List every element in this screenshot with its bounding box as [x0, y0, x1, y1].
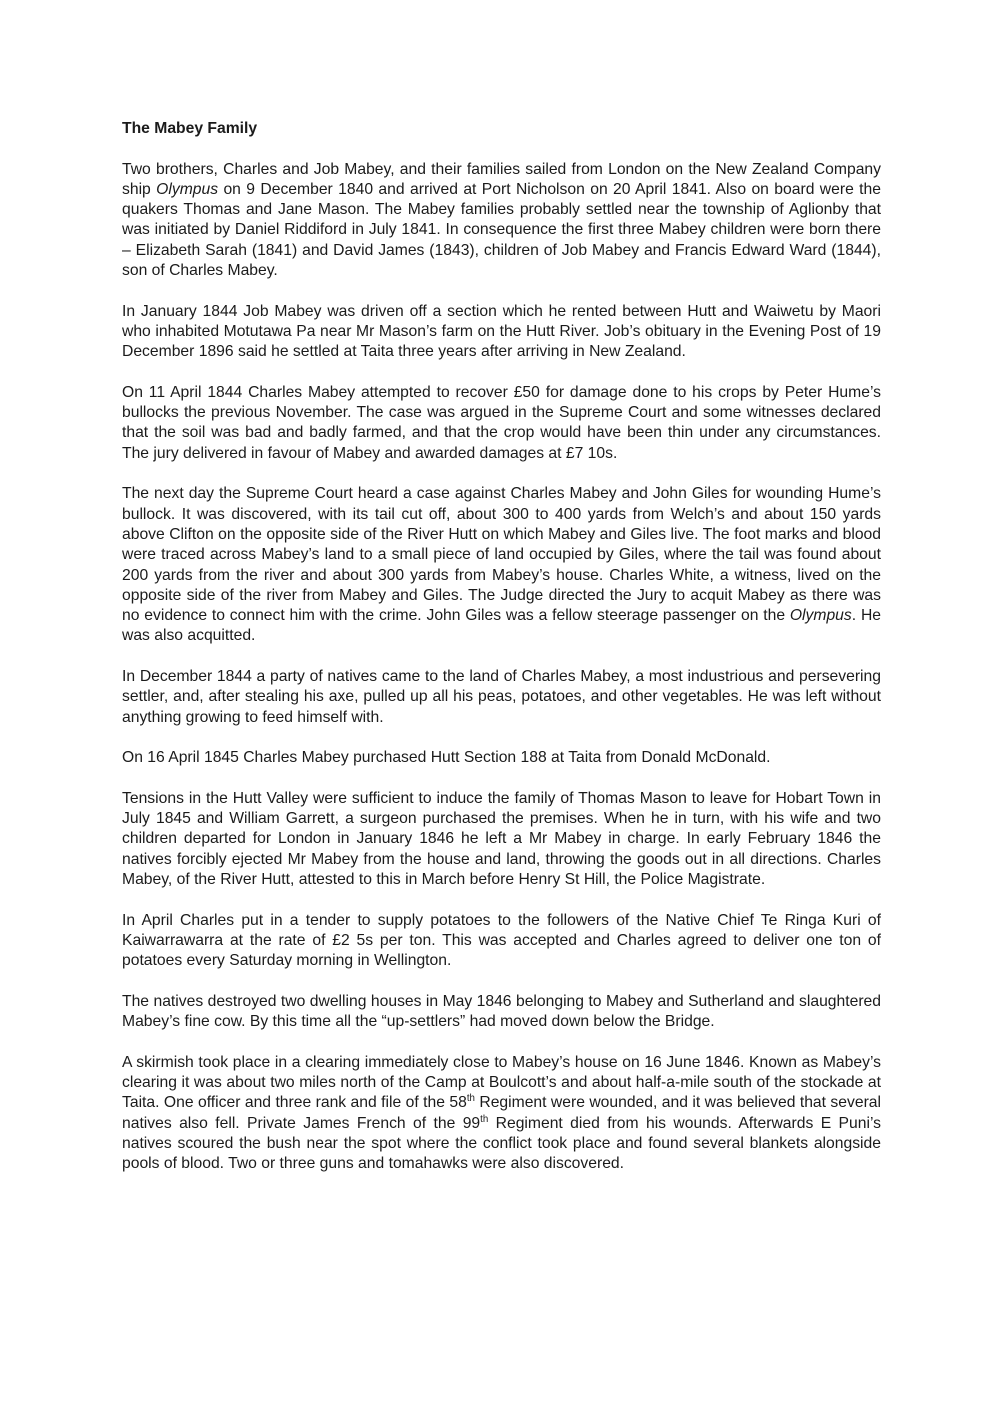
text-run: In April Charles put in a tender to supply potatoes to the followers of the Native Chief Te Ringa Kuri of Kaiwarrawarra at the rate of £2 5s per ton. This was accepted and Charles agreed to deliver one ton of potatoes every Saturday morning in Wellington.: [122, 911, 881, 970]
text-run: In December 1844 a party of natives came to the land of Charles Mabey, a most industrious and persevering settler, and, after stealing his axe, pulled up all his peas, potatoes, and other vegetables. He was left without anything growing to feed himself with.: [122, 668, 881, 726]
text-run-italic: Olympus: [789, 607, 852, 625]
text-run: Regiment died from his wounds. Afterwards E Puni’s natives scoured the bush near the spot where the conflict took place and found several blankets alongside pools of blood. Two or three guns and tomahawks were also discovered.: [122, 1114, 881, 1173]
paragraph: [122, 911, 881, 972]
paragraph: [122, 667, 881, 728]
text-run: The next day the Supreme Court heard a case against Charles Mabey and John Giles for wounding Hume’s bullock. It was discovered, with its tail cut off, about 300 to 400 yards from Welch’s and about 150 yards above Clifton on the opposite side of the River Hutt on which Mabey and Giles live. The foot marks and blood were traced across Mabey’s land to a small piece of land occupied by Giles, where the tail was found about 200 yards from the river and about 300 yards from Mabey’s house. Charles White, a witness, lived on the opposite side of the river from Mabey and Giles. The Judge directed the Jury to acquit Mabey as there was no evidence to connect him with the crime. John Giles was a fellow steerage passenger on the: [122, 485, 881, 625]
text-run: On 11 April 1844 Charles Mabey attempted to recover £50 for damage done to his crops by Peter Hume’s bullocks the previous November. The case was argued in the Supreme Court and some witnesses declared that the soil was bad and badly farmed, and that the crop would have been thin under any circumstances. The jury delivered in favour of Mabey and awarded damages at £7 10s.: [122, 383, 881, 462]
paragraph: [122, 160, 881, 282]
paragraph: [122, 992, 881, 1033]
document-title: The Mabey Family: [122, 120, 258, 137]
paragraph: [122, 789, 881, 890]
paragraph: [122, 383, 881, 464]
text-run: On 16 April 1845 Charles Mabey purchased Hutt Section 188 at Taita from Donald McDonald.: [122, 749, 771, 767]
paragraph: [122, 1053, 881, 1175]
text-run: The natives destroyed two dwelling houses in May 1846 belonging to Mabey and Sutherland and slaughtered Mabey’s fine cow. By this time all the “up-settlers” had moved down below the Bridge.: [122, 992, 881, 1031]
text-run: on 9 December 1840 and arrived at Port Nicholson on 20 April 1841. Also on board were the quakers Thomas and Jane Mason. The Mabey families probably settled near the township of Aglionby that was initiated by Daniel Riddiford in July 1841. In consequence the first three Mabey children were born there – Elizabeth Sarah (1841) and David James (1843), children of Job Mabey and Francis Edward Ward (1844), son of Charles Mabey.: [122, 180, 881, 280]
text-run: Regiment were wounded, and it was believed that several natives also fell. Private James French of the 99: [122, 1094, 882, 1132]
text-run-italic: Olympus: [156, 180, 219, 198]
paragraph: [122, 302, 881, 363]
text-run: Two brothers, Charles and Job Mabey, and their families sailed from London on the New Zealand Company ship: [122, 160, 881, 198]
document-content: [122, 119, 881, 1195]
text-run-sup: th: [480, 1113, 489, 1125]
paragraph: [122, 484, 881, 646]
text-run: Tensions in the Hutt Valley were sufficient to induce the family of Thomas Mason to leave for Hobart Town in July 1845 and William Garrett, a surgeon purchased the premises. When he in turn, with his wife and two children departed for London in January 1846 he left a Mr Mabey in charge. In early February 1846 the natives forcibly ejected Mr Mabey from the house and land, throwing the goods out in all directions. Charles Mabey, of the River Hutt, attested to this in March before Henry St Hill, the Police Magistrate.: [122, 789, 881, 888]
text-run: In January 1844 Job Mabey was driven off a section which he rented between Hutt and Waiwetu by Maori who inhabited Motutawa Pa near Mr Mason’s farm on the Hutt River. Job’s obituary in the Evening Post of 19 December 1896 said he settled at Taita three years after arriving in New Zealand.: [122, 302, 881, 361]
text-run: A skirmish took place in a clearing immediately close to Mabey’s house on 16 June 1846. Known as Mabey’s clearing it was about two miles north of the Camp at Boulcott’s and about half-a-mile south of the stockade at Taita. One officer and three rank and file of the 58: [122, 1053, 881, 1112]
paragraph: [122, 748, 881, 768]
text-run-sup: th: [466, 1093, 475, 1105]
text-run: . He was also acquitted.: [122, 607, 881, 645]
